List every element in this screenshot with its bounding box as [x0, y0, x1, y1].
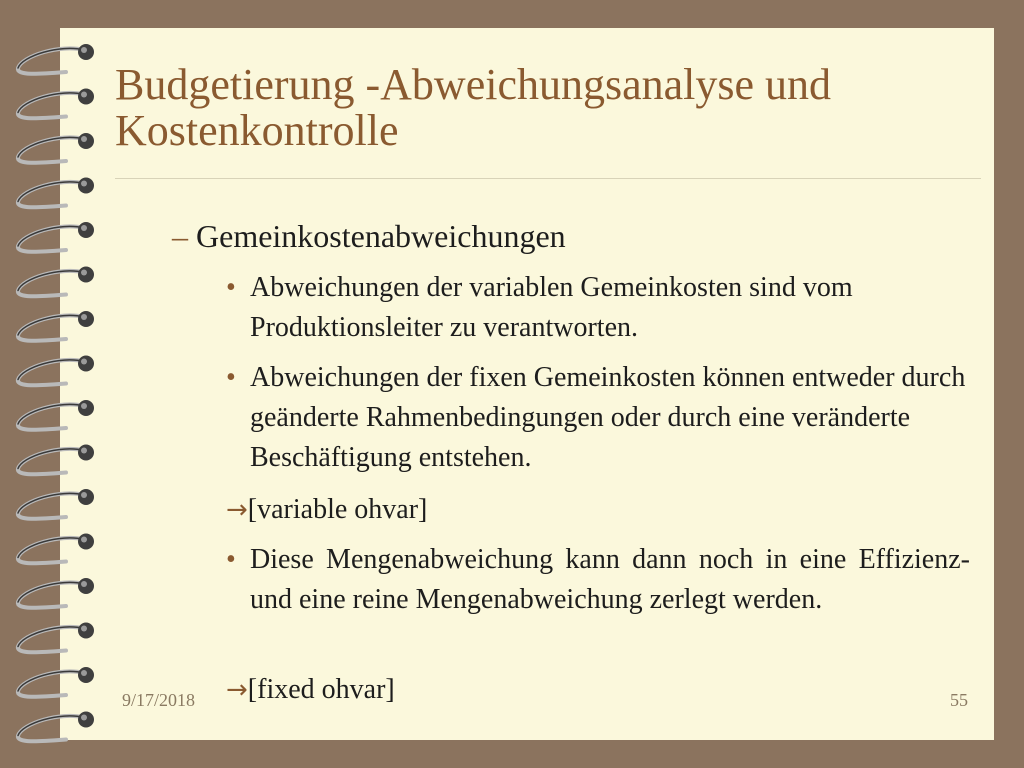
bullet-item-2 [226, 358, 970, 478]
bullet-icon: • [226, 544, 236, 575]
slide-title: Budgetierung -Abweichungsanalyse und Kostenkontrolle [115, 60, 832, 155]
footer-date: 9/17/2018 [122, 690, 196, 710]
arrow-right-icon: → [226, 675, 248, 705]
arrow-text: [fixed ohvar] [247, 674, 395, 705]
heading-line [172, 216, 566, 256]
footer-page-number: 55 [950, 690, 968, 710]
bullet-icon: • [226, 362, 236, 393]
bullet-item-1 [226, 268, 970, 348]
bullet-text: Abweichungen der variablen Gemeinkosten sind vom Produktionsleiter zu verantworten. [250, 272, 853, 343]
section-heading: Gemeinkostenabweichungen [196, 218, 566, 254]
arrow-item-1 [226, 490, 427, 530]
bullet-item-3 [226, 540, 970, 620]
bullet-text: Abweichungen der fixen Gemeinkosten können entweder durch geänderte Rahmenbedingungen oder durch eine veränderte Beschäftigung entstehen. [250, 362, 966, 473]
bullet-text: Diese Mengenabweichung kann dann noch in eine Effizienz- und eine reine Mengenabweichung zerlegt werden. [250, 544, 970, 615]
arrow-text: [variable ohvar] [247, 494, 428, 525]
dash-marker: – [172, 218, 188, 254]
arrow-item-2 [226, 670, 395, 710]
bullet-icon: • [226, 272, 236, 303]
arrow-right-icon: → [226, 495, 248, 525]
